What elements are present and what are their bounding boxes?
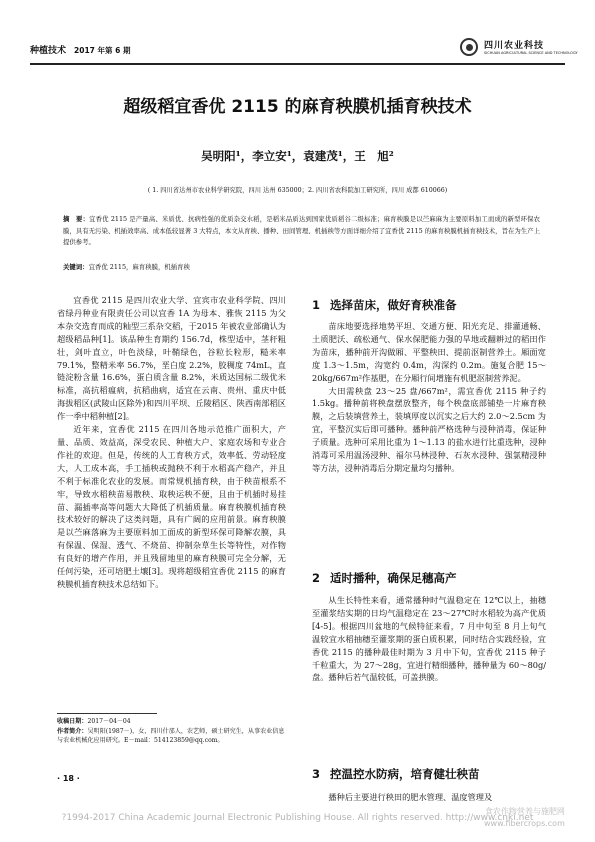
keywords (63, 262, 540, 271)
journal-section: 种植技术 (30, 46, 67, 56)
intro-paragraph-2: 近年来，宜香优 2115 在四川各地示范推广面积大，产量、品质、效益高，深受农民、种植大户、家庭农场和专业合作社的欢迎。但是，传统的人工育秧方式，效率低、劳动轻度大，人工成本高，手工插秧或抛秧不利于水稻高产稳产，并且不利于标准化农业的发展。而常规机插育秧，由于秧苗根系不牢，导致水稻秧苗易散秧、取秧运秧不便，且由于机插时易挂苗、漏插率高等问题大大降低了机插质量。麻育秧膜机插育秧技术较好的解决了这类问题，具有广阔的应用前景。麻育秧膜是以苎麻落麻为主要原料加工面成的新型环保可降解农膜，具有保温、保湿、透气、不烧苗、抑制杂草生长等特性，对作物有良好的增产作用，并且残留地里的麻育秧膜可完全分解，无任何污染，还可培肥土壤[3]。现将超级稻宜香优 2115 的麻育秧膜机插育秧技术总结如下。 (57, 424, 286, 589)
page-number: · 18 · (57, 774, 80, 783)
section-3-body (312, 791, 546, 804)
section-heading-2 (312, 570, 457, 586)
abstract-label: 摘 要： (63, 215, 90, 223)
author-info-label: 作者简介： (57, 727, 88, 735)
received-date: 2017－04－04 (87, 718, 131, 725)
intro-paragraph-1: 宜香优 2115 是四川农业大学、宜宾市农业科学院、四川省绿丹种业有限责任公司以宜香 1A 为母本、雅恢 2115 为父本杂交选育而成的籼型三系杂交稻，于2015 年被农业部确认为超级稻品种[1]。该品种生育期约 156.7d，株型适中，茎秆粗壮，剑叶直立，叶色淡绿，叶鞘绿色，谷粒长粒形，糙米率 79.1%，整精米率 56.7%，垩白度 2.2%，胶稠度 74mL，直链淀粉含量 16.6%，蛋白质含量 8.2%，米质达国标二级优米标准，高抗稻瘟病，抗稻曲病，适宜在云南、贵州、重庆中低海拔稻区(武陵山区除外)和四川平坝、丘陵稻区、陕西南部稻区作一季中稻种植[2]。 (57, 295, 286, 422)
logo-name: 四川农业科技 (484, 41, 545, 51)
watermark-line-2: www.fibercrops.com (484, 819, 565, 828)
issue-label: 2017 年第 6 期 (74, 46, 131, 55)
journal-logo (460, 36, 578, 66)
section-3-paragraph: 播种后主要进行秧田的肥水管理、温度管理及 (328, 792, 493, 802)
keywords-text: 宜香优 2115，麻育秧膜，机插育秧 (88, 263, 190, 271)
section-heading-3 (312, 766, 480, 782)
logo-subtitle: SICHUAN AGRICULTURAL SCIENCE AND TECHNOLOGY (484, 51, 578, 55)
section-number: 2 (312, 571, 321, 585)
section-2-paragraph: 从生长特性来看，通常播种时气温稳定在 12℃以上，抽穗至灌浆结实期的日均气温稳定在 23～27℃时水稻较为高产优质[4-5]。根据四川盆地的气候特征来看，7 月中旬至 8 月上旬气温较宜水稻抽穗至灌浆期的蛋白质积累，同时结合实践经验，宜香优 2115 的播种最佳时期为 3 月中下旬，宜香优 2115 种子千粒重大，为 27～28g，宜进行精细播种，播种量为 60～80g/盘。播种后若气温较低，可盖拱膜。 (312, 595, 546, 683)
watermark (484, 806, 565, 830)
footnote-rule (57, 713, 157, 714)
watermark-line-1: 食农作物营养与施肥网 (484, 807, 565, 816)
article-title: 超级稻宜香优 2115 的麻育秧膜机插育秧技术 (123, 97, 472, 117)
copyright-notice: ?1994-2017 China Academic Journal Electronic Publishing House. All rights reserved. http://www.cnki.net (61, 813, 534, 823)
section-1-body (312, 320, 546, 475)
header-rule (30, 63, 565, 65)
section-number: 1 (312, 298, 321, 312)
section-1-paragraph-1: 苗床地要选择地势平坦、交通方便、阳光充足、排灌通畅、土质肥沃、疏松通气、保水保肥能力强的旱地或翻耕过的稻田作为苗床，播种前开沟做厢、平整秧田、提前沤制营养土。厢面宽度 1.3～1.5m，沟宽约 0.4m，沟深约 0.2m。施复合肥 15～20kg/667m²作基肥，在分厢行间增施有机肥沤制营养泥。 (312, 321, 546, 383)
abstract-text: 宜香优 2115 是产量高、米质优、抗病性强的优质杂交水稻，是稻米品质达到国家优质稻谷二级标准；麻育秧膜是以苎麻麻为主要原料加工而成的新型环保农膜，具有无污染、机插效率高、成本低较显著 3 大特点，本文从育秧、播种、田间管理、机插秧等方面详细介绍了宜香优 2115 的麻育秧膜机插育秧技术，旨在为生产上提供参考。 (63, 215, 541, 246)
author-info: 吴明阳(1987－)，女，四川什邡人，农艺师，硕士研究生，从事农业信息与农业机械化应用研究。E－mail：514123859@qq.com。 (57, 727, 285, 745)
author-list: 吴明阳¹，李立安¹，袁建茂¹，王 旭² (201, 149, 394, 163)
section-heading-1 (312, 297, 457, 313)
section-number: 3 (312, 767, 321, 781)
abstract (63, 214, 540, 249)
received-label: 收稿日期： (57, 718, 88, 725)
section-title: 控温控水防病，培育健壮秧苗 (330, 767, 480, 781)
footnote (57, 717, 286, 746)
keywords-label: 关键词： (63, 263, 89, 271)
section-2-body (312, 594, 546, 684)
left-column (57, 294, 286, 591)
section-title: 适时播种，确保足穗高产 (330, 571, 457, 585)
running-header (30, 43, 130, 56)
affiliations: ( 1. 四川省达州市农业科学研究院，四川 达州 635000；2. 四川省农科院加工研究所，四川 成都 610066) (147, 187, 448, 194)
section-title: 选择苗床，做好育秧准备 (330, 298, 457, 312)
section-1-paragraph-2: 大田需秧盘 23～25 盘/667m²，需宜香优 2115 种子约 1.5kg。播种前将秧盘摆放整齐，每个秧盘底部铺垫一片麻育秧膜，之后装填营养土，装填厚度以沉实之后大约 2.0～2.5cm 为宜，平整沉实后即可播种。播种前严格选种与浸种消毒，保证种子质量。选种可采用比重为 1～1.13 的盐水进行比重选种，浸种消毒可采用温汤浸种、福尔马林浸种、石灰水浸种、强氯精浸种等方法，浸种消毒后分期定量均匀播种。 (312, 385, 546, 473)
logo-mark-icon (460, 38, 478, 56)
